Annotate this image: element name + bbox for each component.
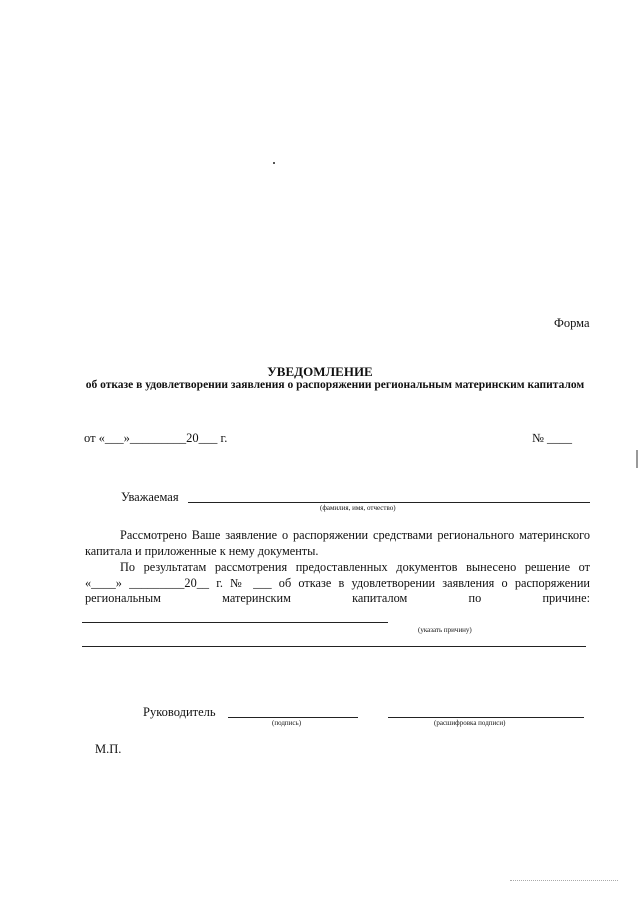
reason-line-2 [82, 646, 586, 647]
head-label: Руководитель [143, 705, 216, 719]
number-line: № ____ [532, 431, 573, 445]
signature-decode-hint: (расшифровка подписи) [434, 719, 506, 727]
seal-label: М.П. [95, 742, 122, 756]
scan-bottom-mark [510, 880, 618, 881]
date-line: от «___»_________20___ г. [84, 431, 228, 445]
scan-edge-mark [636, 450, 638, 468]
signature-decode-line [388, 717, 584, 718]
document-title: УВЕДОМЛЕНИЕ [267, 364, 373, 379]
recipient-name-line [188, 502, 590, 503]
greeting: Уважаемая [121, 490, 179, 504]
signature-hint: (подпись) [272, 719, 302, 727]
form-label: Форма [554, 316, 590, 330]
signature-line [228, 717, 358, 718]
scan-dot [273, 162, 275, 164]
reason-line-1 [82, 622, 388, 623]
recipient-name-hint: (фамилия, имя, отчество) [320, 504, 396, 512]
document-subtitle: об отказе в удовлетворении заявления о распоряжении региональным материнским капиталом [85, 379, 585, 391]
paragraph-decision: По результатам рассмотрения предоставленных документов вынесено решение от «____» _________20__ г. № ___ об отказе в удовлетворении заявления о распоряжении региональным материнским капиталом по причине: [85, 560, 590, 605]
paragraph-review: Рассмотрено Ваше заявление о распоряжении средствами регионального материнского капитала и приложенные к нему документы. [85, 528, 590, 558]
reason-hint: (указать причину) [418, 626, 472, 634]
